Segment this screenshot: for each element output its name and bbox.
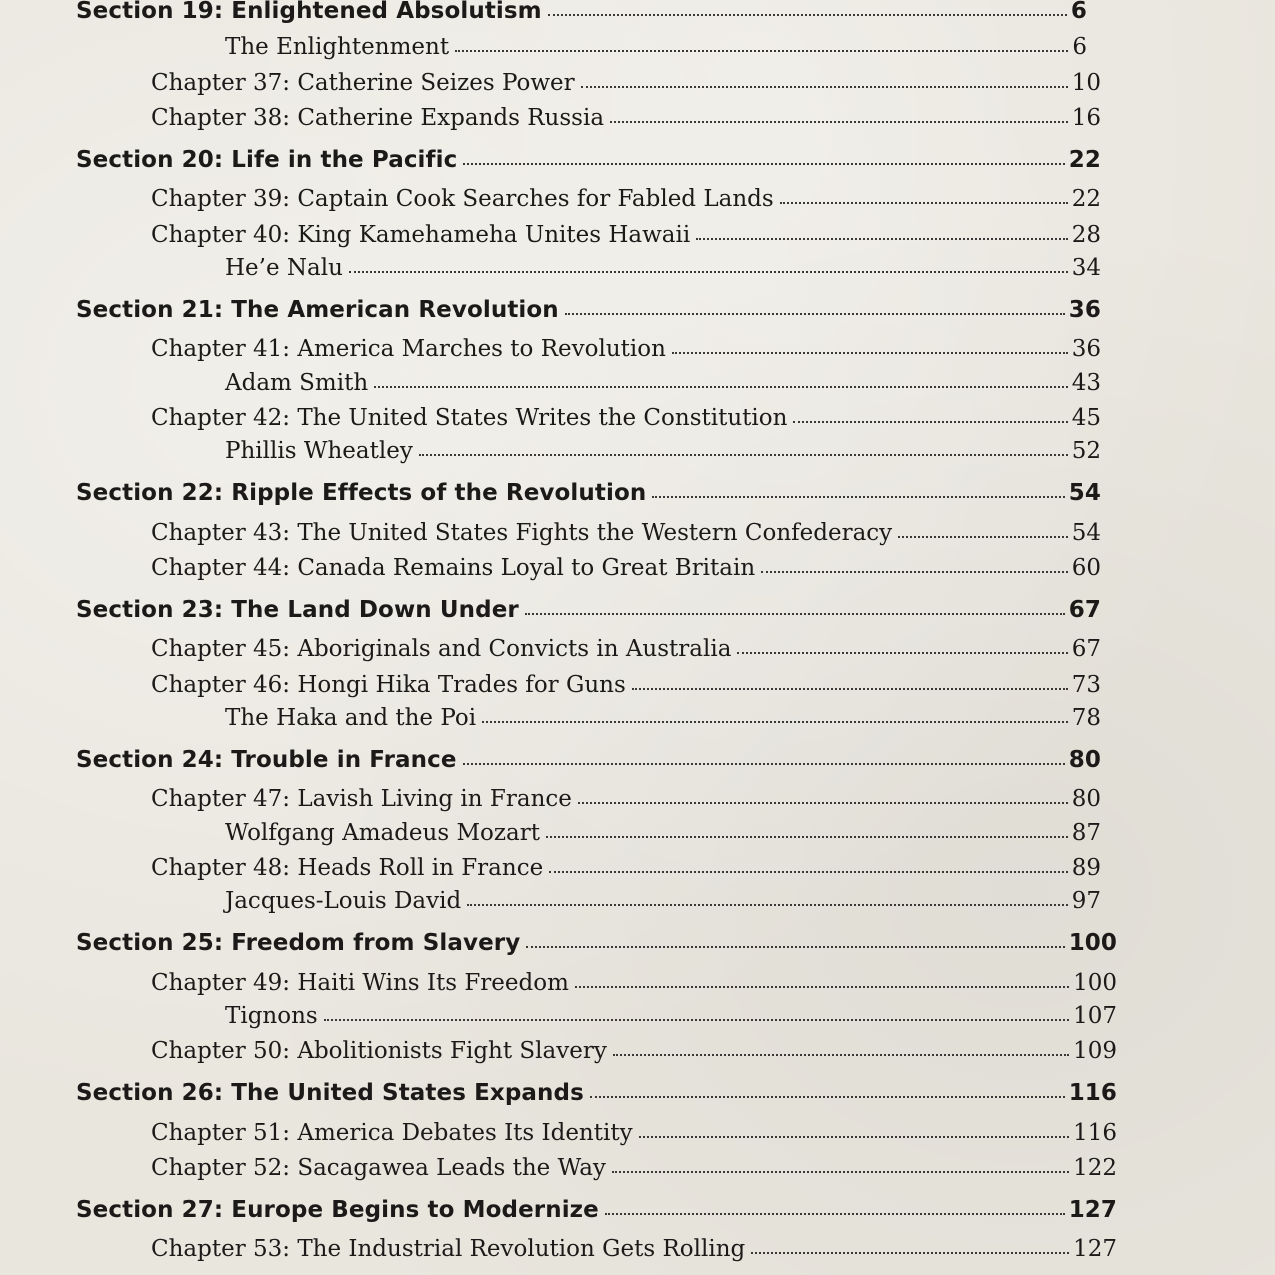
toc-chapter-entry xyxy=(151,218,1101,252)
dot-leader xyxy=(737,646,1067,654)
toc-feature-entry xyxy=(225,434,1101,468)
toc-chapter-entry xyxy=(151,632,1101,666)
toc-entry-page-number: 109 xyxy=(1073,1038,1117,1064)
dot-leader xyxy=(793,415,1067,423)
toc-entry-page-number: 36 xyxy=(1068,297,1101,323)
toc-entry-page-number: 6 xyxy=(1072,34,1087,60)
dot-leader xyxy=(374,380,1068,388)
dot-leader xyxy=(590,1090,1065,1098)
dot-leader xyxy=(455,44,1068,52)
toc-section-entry xyxy=(76,593,1101,627)
toc-entry-page-number: 67 xyxy=(1071,636,1101,662)
dot-leader xyxy=(610,115,1068,123)
toc-entry-title: Section 24: Trouble in France xyxy=(76,747,457,773)
toc-entry-page-number: 10 xyxy=(1071,70,1101,96)
dot-leader xyxy=(751,1246,1069,1254)
toc-section-entry xyxy=(76,1076,1117,1110)
dot-leader xyxy=(575,980,1069,988)
toc-chapter-entry xyxy=(151,851,1101,885)
toc-section-entry xyxy=(76,926,1117,960)
dot-leader xyxy=(605,1207,1065,1215)
toc-section-entry xyxy=(76,293,1101,327)
toc-entry-title: The Haka and the Poi xyxy=(225,705,477,731)
toc-entry-page-number: 60 xyxy=(1071,555,1101,581)
toc-entry-page-number: 16 xyxy=(1071,105,1101,131)
dot-leader xyxy=(324,1013,1069,1021)
toc-entry-title: Section 20: Life in the Pacific xyxy=(76,147,458,173)
dot-leader xyxy=(632,682,1068,690)
toc-entry-page-number: 122 xyxy=(1073,1155,1117,1181)
toc-entry-page-number: 100 xyxy=(1068,930,1117,956)
dot-leader xyxy=(467,898,1068,906)
toc-entry-page-number: 107 xyxy=(1073,1003,1117,1029)
dot-leader xyxy=(526,940,1064,948)
dot-leader xyxy=(613,1048,1069,1056)
toc-chapter-entry xyxy=(151,668,1101,702)
dot-leader xyxy=(525,607,1065,615)
toc-entry-page-number: 54 xyxy=(1071,520,1101,546)
toc-entry-title: Chapter 50: Abolitionists Fight Slavery xyxy=(151,1038,607,1064)
dot-leader xyxy=(780,196,1068,204)
dot-leader xyxy=(696,232,1067,240)
dot-leader xyxy=(672,346,1068,354)
toc-chapter-entry xyxy=(151,516,1101,550)
toc-chapter-entry xyxy=(151,182,1101,216)
toc-entry-title: Wolfgang Amadeus Mozart xyxy=(225,820,540,846)
toc-entry-title: Chapter 53: The Industrial Revolution Gets Rolling xyxy=(151,1236,746,1262)
toc-entry-title: Chapter 49: Haiti Wins Its Freedom xyxy=(151,970,569,996)
toc-entry-title: Chapter 41: America Marches to Revolution xyxy=(151,336,666,362)
toc-entry-page-number: 36 xyxy=(1071,336,1101,362)
toc-entry-title: He’e Nalu xyxy=(225,255,343,281)
toc-feature-entry xyxy=(225,999,1117,1033)
toc-chapter-entry xyxy=(151,1034,1117,1068)
toc-entry-title: Chapter 44: Canada Remains Loyal to Great Britain xyxy=(151,555,756,581)
toc-entry-title: Section 23: The Land Down Under xyxy=(76,597,519,623)
toc-entry-title: Chapter 39: Captain Cook Searches for Fabled Lands xyxy=(151,186,774,212)
toc-entry-page-number: 80 xyxy=(1071,786,1101,812)
toc-entry-title: Section 21: The American Revolution xyxy=(76,297,559,323)
toc-entry-title: Chapter 45: Aboriginals and Convicts in Australia xyxy=(151,636,732,662)
toc-chapter-entry xyxy=(151,401,1101,435)
toc-section-entry xyxy=(76,0,1087,28)
toc-chapter-entry xyxy=(151,1116,1117,1150)
dot-leader xyxy=(548,8,1067,16)
toc-chapter-entry xyxy=(151,966,1117,1000)
toc-entry-title: Phillis Wheatley xyxy=(225,438,413,464)
toc-entry-title: Chapter 38: Catherine Expands Russia xyxy=(151,105,605,131)
toc-entry-title: Chapter 51: America Debates Its Identity xyxy=(151,1120,633,1146)
dot-leader xyxy=(549,865,1068,873)
toc-entry-page-number: 116 xyxy=(1073,1120,1117,1146)
toc-entry-title: Section 19: Enlightened Absolutism xyxy=(76,0,542,24)
toc-entry-page-number: 28 xyxy=(1071,222,1101,248)
toc-entry-title: The Enlightenment xyxy=(225,34,450,60)
toc-entry-title: Chapter 37: Catherine Seizes Power xyxy=(151,70,575,96)
toc-feature-entry xyxy=(225,30,1087,64)
toc-entry-page-number: 52 xyxy=(1071,438,1101,464)
toc-entry-title: Section 26: The United States Expands xyxy=(76,1080,584,1106)
toc-feature-entry xyxy=(225,701,1101,735)
toc-entry-page-number: 43 xyxy=(1071,370,1101,396)
dot-leader xyxy=(546,830,1068,838)
dot-leader xyxy=(565,307,1065,315)
toc-entry-page-number: 54 xyxy=(1068,480,1101,506)
dot-leader xyxy=(761,565,1068,573)
toc-entry-page-number: 78 xyxy=(1071,705,1101,731)
dot-leader xyxy=(652,490,1064,498)
toc-section-entry xyxy=(76,143,1101,177)
toc-entry-title: Chapter 43: The United States Fights the Western Confederacy xyxy=(151,520,893,546)
toc-entry-page-number: 97 xyxy=(1071,888,1101,914)
toc-entry-title: Section 25: Freedom from Slavery xyxy=(76,930,521,956)
toc-section-entry xyxy=(76,743,1101,777)
toc-entry-page-number: 127 xyxy=(1068,1197,1117,1223)
toc-entry-page-number: 73 xyxy=(1071,672,1101,698)
dot-leader xyxy=(482,715,1068,723)
dot-leader xyxy=(898,530,1068,538)
toc-entry-title: Chapter 47: Lavish Living in France xyxy=(151,786,572,812)
toc-chapter-entry xyxy=(151,101,1101,135)
toc-chapter-entry xyxy=(151,66,1101,100)
toc-feature-entry xyxy=(225,816,1101,850)
toc-entry-title: Section 22: Ripple Effects of the Revolution xyxy=(76,480,647,506)
dot-leader xyxy=(581,80,1068,88)
toc-entry-title: Chapter 40: King Kamehameha Unites Hawaii xyxy=(151,222,691,248)
toc-entry-page-number: 89 xyxy=(1071,855,1101,881)
toc-entry-title: Chapter 42: The United States Writes the Constitution xyxy=(151,405,788,431)
toc-chapter-entry xyxy=(151,332,1101,366)
toc-entry-page-number: 67 xyxy=(1068,597,1101,623)
toc-feature-entry xyxy=(225,884,1101,918)
toc-entry-title: Tignons xyxy=(225,1003,318,1029)
toc-entry-page-number: 22 xyxy=(1071,186,1101,212)
toc-feature-entry xyxy=(225,366,1101,400)
toc-entry-page-number: 87 xyxy=(1071,820,1101,846)
toc-entry-title: Jacques-Louis David xyxy=(225,888,462,914)
toc-section-entry xyxy=(76,1193,1117,1227)
toc-feature-entry xyxy=(225,251,1101,285)
toc-chapter-entry xyxy=(151,1232,1117,1266)
toc-entry-page-number: 80 xyxy=(1068,747,1101,773)
toc-chapter-entry xyxy=(151,782,1101,816)
toc-chapter-entry xyxy=(151,1151,1117,1185)
toc-entry-title: Chapter 48: Heads Roll in France xyxy=(151,855,544,881)
toc-section-entry xyxy=(76,476,1101,510)
dot-leader xyxy=(463,157,1064,165)
toc-chapter-entry xyxy=(151,551,1101,585)
toc-entry-page-number: 127 xyxy=(1073,1236,1117,1262)
toc-entry-title: Chapter 46: Hongi Hika Trades for Guns xyxy=(151,672,626,698)
toc-entry-title: Chapter 52: Sacagawea Leads the Way xyxy=(151,1155,606,1181)
dot-leader xyxy=(639,1130,1070,1138)
toc-entry-page-number: 45 xyxy=(1071,405,1101,431)
dot-leader xyxy=(612,1165,1069,1173)
toc-entry-title: Adam Smith xyxy=(225,370,369,396)
dot-leader xyxy=(578,796,1068,804)
toc-entry-page-number: 22 xyxy=(1068,147,1101,173)
dot-leader xyxy=(419,448,1068,456)
toc-entry-title: Section 27: Europe Begins to Modernize xyxy=(76,1197,599,1223)
toc-entry-page-number: 100 xyxy=(1073,970,1117,996)
toc-entry-page-number: 116 xyxy=(1068,1080,1117,1106)
toc-entry-page-number: 34 xyxy=(1071,255,1101,281)
dot-leader xyxy=(349,265,1068,273)
toc-entry-page-number: 6 xyxy=(1070,0,1087,24)
dot-leader xyxy=(463,757,1065,765)
